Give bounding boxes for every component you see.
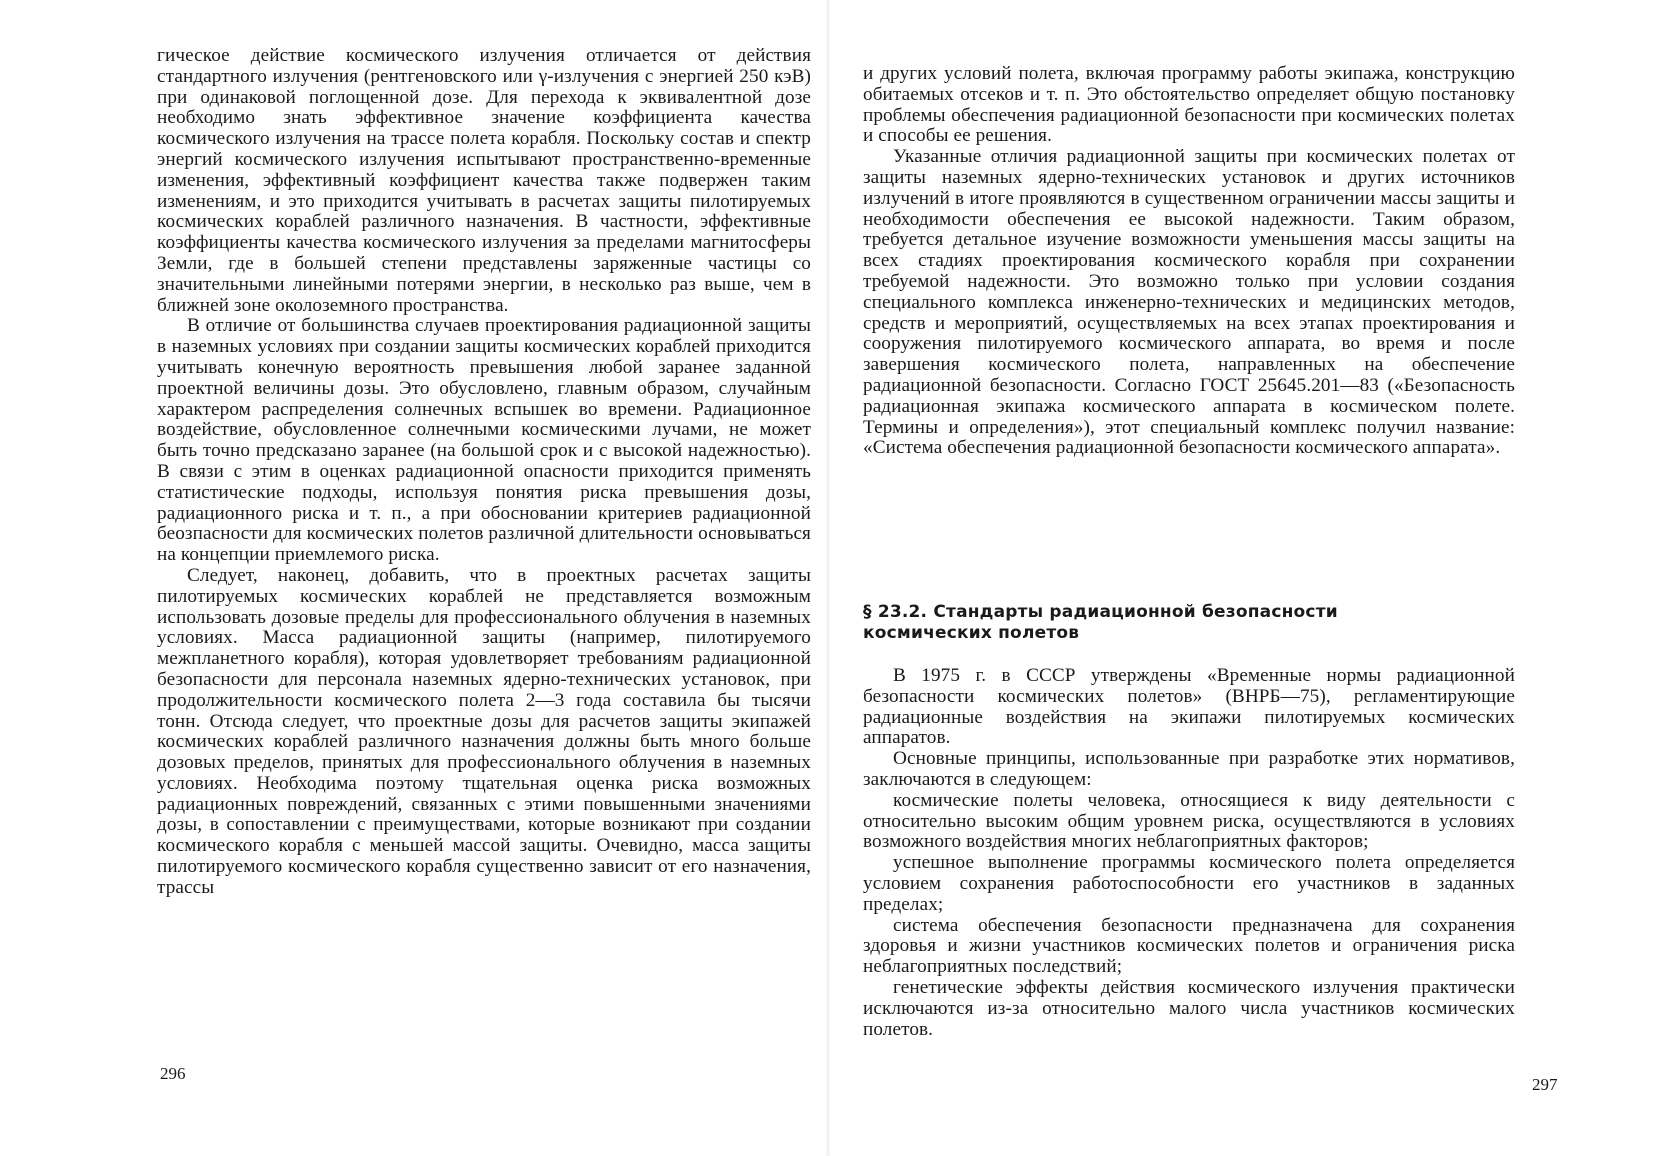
paragraph: Основные принципы, использованные при разработке этих нормативов, заключаются в следующем: bbox=[863, 748, 1515, 790]
paragraph: Указанные отличия радиационной защиты при космических полетах от защиты наземных ядерно-технических установок и других источников излучений в итоге проявляются в существенном ограничении массы защиты и необходимости обеспечения ее высокой надежности. Таким образом, требуется детальное изучение возможности уменьшения массы защиты на всех стадиях проектирования космического корабля при сохранении требуемой надежности. Это возможно только при условии создания специального комплекса инженерно-технических и медицинских методов, средств и мероприятий, осуществляемых на всех этапах проектирования и сооружения пилотируемого космического аппарата, во время и после завершения космического полета, направленных на обеспечение радиационной безопасности. Согласно ГОСТ 25645.201—83 («Безопасность радиационная экипажа космического аппарата в космическом полете. Термины и определения»), этот специальный комплекс получил название: «Система обеспечения радиационной безопасности космического аппарата». bbox=[863, 146, 1515, 459]
left-text-column bbox=[157, 46, 811, 899]
right-page bbox=[828, 0, 1657, 1156]
paragraph: В отличие от большинства случаев проектирования радиационной защиты в наземных условиях при создании защиты космических кораблей приходится учитывать конечную вероятность превышения любой заранее заданной проектной величины дозы. Это обусловлено, главным образом, случайным характером распределения солнечных вспышек во времени. Радиационное воздействие, обусловленное солнечными космическими лучами, не может быть точно предсказано заранее (на большой срок и с высокой надежностью). В связи с этим в оценках радиационной опасности приходится применять статистические подходы, используя понятия риска превышения дозы, радиационного риска и т. п., а при обосновании критериев радиационной беозпасности для космических полетов различной длительности основываться на концепции приемлемого риска. bbox=[157, 315, 811, 566]
right-text-column-bottom bbox=[863, 666, 1515, 1040]
page-number-left: 296 bbox=[160, 1064, 186, 1083]
left-page bbox=[0, 0, 828, 1156]
list-item: успешное выполнение программы космического полета определяется условием сохранения работоспособности его участников в заданных пределах; bbox=[863, 852, 1515, 915]
right-text-column-top bbox=[863, 64, 1515, 459]
list-item: космические полеты человека, относящиеся к виду деятельности с относительно высоким общим уровнем риска, осуществляются в условиях возможного воздействия многих неблагоприятных факторов; bbox=[863, 789, 1515, 853]
paragraph: и других условий полета, включая программу работы экипажа, конструкцию обитаемых отсеков и т. п. Это обстоятельство определяет общую постановку проблемы обеспечения радиационной безопасности при космических полетах и способы ее решения. bbox=[863, 63, 1515, 147]
paragraph: гическое действие космического излучения отличается от действия стандартного излучения (рентгеновского или γ-излучения с энергией 250 кэВ) при одинаковой поглощенной дозе. Для перехода к эквивалентной дозе необходимо знать эффективное значение коэффициента качества космического излучения на трассе полета корабля. Поскольку состав и спектр энергий космического излучения испытывают пространственно-временные изменения, эффективный коэффициент качества также подвержен таким изменениям, и это приходится учитывать в расчетах защиты пилотируемых космических кораблей различного назначения. В частности, эффективные коэффициенты качества космического излучения за пределами магнитосферы Земли, где в большей степени представлены заряженные частицы со значительными линейными потерями энергии, в несколько раз выше, чем в ближней зоне околоземного пространства. bbox=[157, 45, 811, 316]
page-number-right: 297 bbox=[1532, 1075, 1558, 1094]
list-item: генетические эффекты действия космического излучения практически исключаются из-за относительно малого числа участников космических полетов. bbox=[863, 976, 1515, 1040]
paragraph: В 1975 г. в СССР утверждены «Временные нормы радиационной безопасности космических полетов» (ВНРБ—75), регламентирующие радиационные воздействия на экипажи пилотируемых космических аппаратов. bbox=[863, 665, 1515, 749]
paragraph: Следует, наконец, добавить, что в проектных расчетах защиты пилотируемых космических кораблей не представляется возможным использовать дозовые пределы для профессионального облучения в наземных условиях. Масса радиационной защиты (например, пилотируемого межпланетного корабля), которая удовлетворяет требованиям радиационной безопасности для персонала наземных ядерно-технических установок, при продолжительности космического полета 2—3 года составила бы тысячи тонн. Отсюда следует, что проектные дозы для расчетов защиты экипажей космических кораблей различного назначения должны быть много больше дозовых пределов, принятых для профессионального облучения в наземных условиях. Необходима поэтому тщательная оценка риска возможных радиационных повреждений, связанных с этими повышенными значениями дозы, в сопоставлении с преимуществами, которые возникают при создании космического корабля с меньшей массой защиты. Очевидно, масса защиты пилотируемого космического корабля существенно зависит от его назначения, трассы bbox=[157, 564, 811, 898]
list-item: система обеспечения безопасности предназначена для сохранения здоровья и жизни участников космических полетов и ограничения риска неблагоприятных последствий; bbox=[863, 914, 1515, 978]
section-heading: § 23.2. Стандарты радиационной безопасности космических полетов bbox=[863, 602, 1338, 643]
